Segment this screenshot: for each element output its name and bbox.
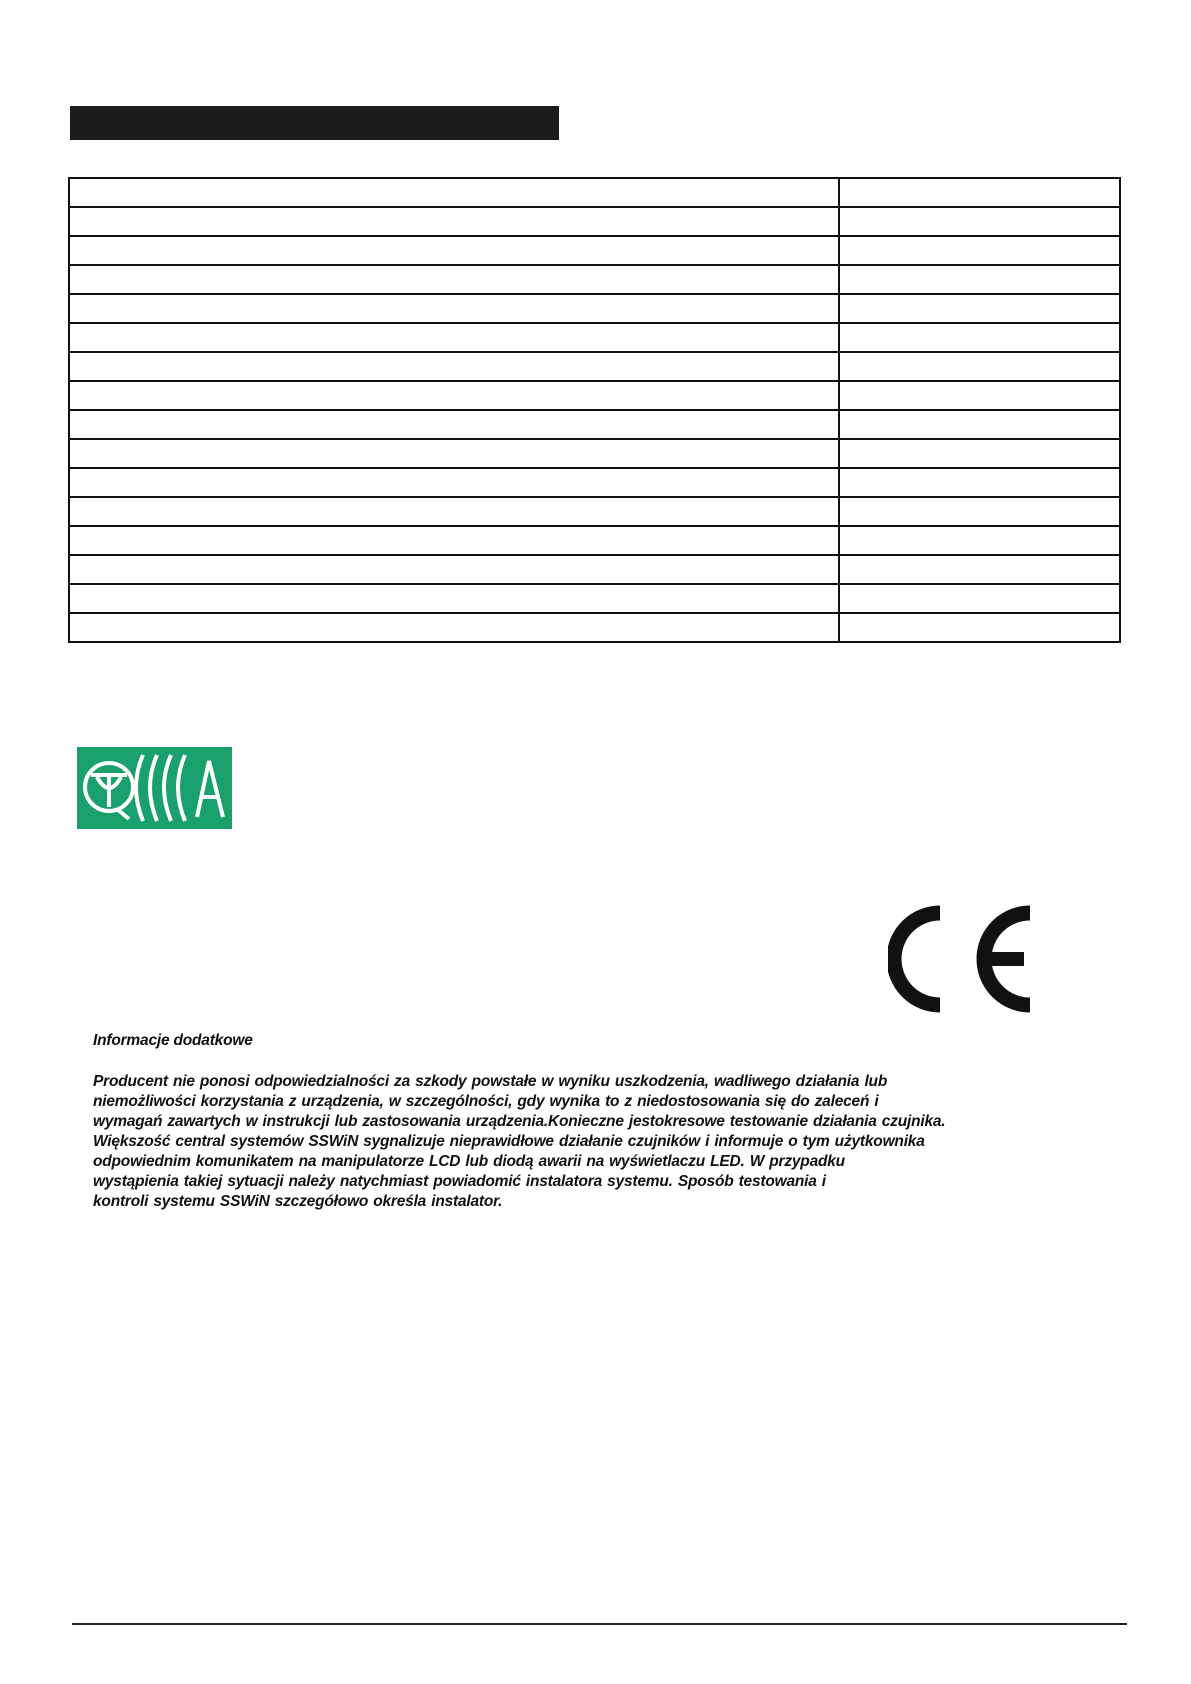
table-cell-label [69,207,839,236]
ce-mark-e-bar [980,952,1024,966]
table-cell-label [69,555,839,584]
table-cell-value [839,178,1120,207]
table-row [69,265,1120,294]
specification-table-body [69,178,1120,642]
table-cell-value [839,439,1120,468]
table-cell-label [69,294,839,323]
table-row [69,381,1120,410]
table-row [69,584,1120,613]
table-cell-value [839,497,1120,526]
table-cell-label [69,439,839,468]
table-row [69,323,1120,352]
table-cell-label [69,352,839,381]
table-cell-value [839,410,1120,439]
table-row [69,613,1120,642]
table-cell-value [839,236,1120,265]
table-cell-label [69,178,839,207]
info-text-line: odpowiednim komunikatem na manipulatorze LCD lub diodą awarii na wyświetlaczu LED. W przypadku [93,1153,845,1170]
table-cell-label [69,410,839,439]
footer-divider [72,1623,1127,1625]
table-row [69,236,1120,265]
table-row [69,439,1120,468]
specification-table [68,177,1121,643]
table-cell-label [69,497,839,526]
table-cell-value [839,352,1120,381]
ce-mark-c [894,913,940,1005]
table-cell-label [69,323,839,352]
table-row [69,178,1120,207]
approval-certification-logo [77,747,232,829]
info-text-line: wystąpienia takiej sytuacji należy natychmiast powiadomić instalatora systemu. Sposób testowania i [93,1173,826,1190]
table-row [69,468,1120,497]
table-cell-value [839,526,1120,555]
table-cell-value [839,294,1120,323]
table-cell-value [839,265,1120,294]
table-cell-value [839,323,1120,352]
table-cell-value [839,468,1120,497]
info-text-line: wymagań zawartych w instrukcji lub zastosowania urządzenia.Konieczne jestokresowe testowanie działania czujnika. [93,1113,946,1130]
info-text-line: niemożliwości korzystania z urządzenia, w szczególności, gdy wynika to z niedostosowania się do zaleceń i [93,1093,879,1110]
table-row [69,497,1120,526]
table-cell-label [69,613,839,642]
table-row [69,410,1120,439]
table-row [69,207,1120,236]
table-cell-value [839,207,1120,236]
info-text-line: kontroli systemu SSWiN szczegółowo określa instalator. [93,1193,503,1210]
ce-mark-icon [888,903,1038,1015]
table-row [69,555,1120,584]
section-header-bar [70,106,559,140]
table-cell-label [69,584,839,613]
table-cell-label [69,265,839,294]
table-cell-value [839,381,1120,410]
table-cell-value [839,613,1120,642]
info-heading: Informacje dodatkowe [93,1032,253,1049]
table-cell-label [69,526,839,555]
table-row [69,526,1120,555]
additional-info-section [93,1032,1103,1212]
table-cell-value [839,555,1120,584]
table-cell-label [69,381,839,410]
table-row [69,294,1120,323]
table-row [69,352,1120,381]
table-cell-label [69,468,839,497]
table-cell-value [839,584,1120,613]
info-text-line: Producent nie ponosi odpowiedzialności za szkody powstałe w wyniku uszkodzenia, wadliwego działania lub [93,1073,888,1090]
table-cell-label [69,236,839,265]
info-text-line: Większość central systemów SSWiN sygnalizuje nieprawidłowe działanie czujników i informuje o tym użytkownika [93,1133,925,1150]
